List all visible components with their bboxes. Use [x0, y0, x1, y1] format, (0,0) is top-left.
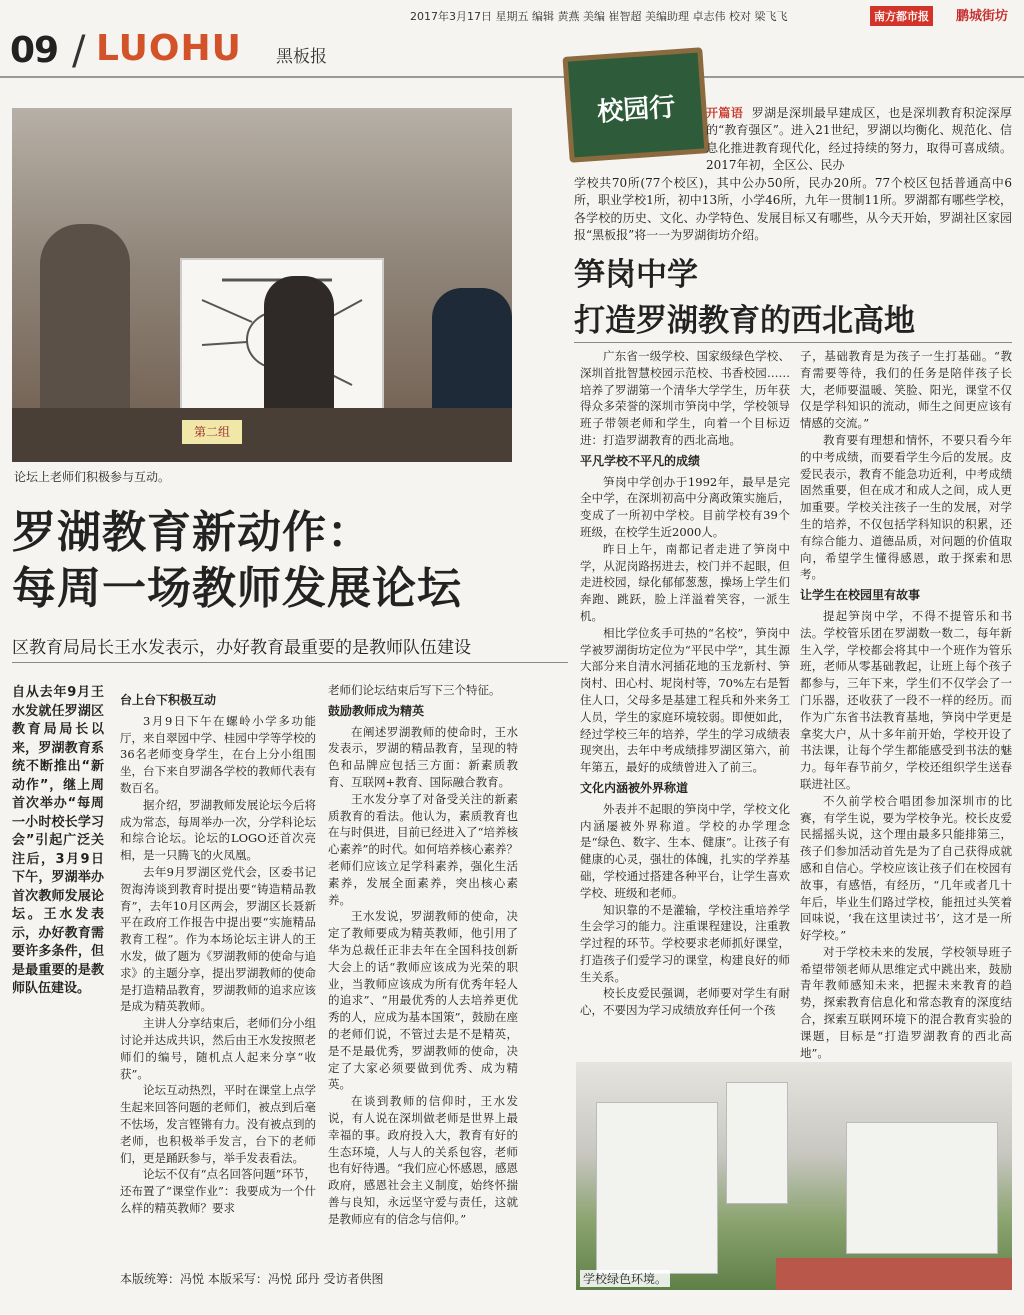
page-number: 09: [10, 30, 59, 71]
paragraph: 子，基础教育是为孩子一生打基础。“教育需要等待，我们的任务是陪伴孩子长大，老师要温暖、笑脸、阳光，课堂不仅仅是学科知识的流动，师生之间更应该有情感的交流。”: [800, 349, 1012, 431]
credits-line: 本版统筹：冯悦 本版采写：冯悦 邱丹 受访者供图: [120, 1272, 384, 1286]
school-headline-line-2: 打造罗湖教育的西北高地: [574, 303, 915, 339]
paragraph: 论坛互动热烈，平时在课堂上点学生起来回答问题的老师们，被点到后毫不怯场，发言铿锵有力。没有被点到的老师，也积极举手发言，台下的老师们，更是踊跃参与，举手发表看法。: [120, 1083, 316, 1165]
article-column-2: [328, 682, 518, 1228]
paragraph: 去年9月罗湖区党代会，区委书记贺海涛谈到教育时提出要“铸造精品教育”，去年10月区两会，罗湖区长聂新平在政府工作报告中提出要“实施精品教育工程”。作为本场论坛主讲人的王水发，做了题为《罗湖教师的使命与追求》的主题分享，提出罗湖教师的使命是打造精品教育，罗湖教师的追求应该是成为精英教师。: [120, 864, 316, 1014]
article-column-3: [580, 348, 790, 1019]
intro-label: 开篇语: [706, 106, 744, 120]
forum-photo: [12, 108, 512, 462]
lead-paragraph: 自从去年9月王水发就任罗湖区教育局局长以来，罗湖教育系统不断推出“新动作”，继上周首次举办“每周一小时校长学习会”引起广泛关注后，3月9日下午，罗湖举办首次教师发展论坛。王水发表示，办好教育需要许多条件，但是最重要的是教师队伍建设。: [12, 685, 104, 996]
paragraph: 主讲人分享结束后，老师们分小组讨论并达成共识，然后由王水发按照老师们的编号，随机点人起来分享“收获”。: [120, 1016, 316, 1081]
district-title: LUOHU: [96, 28, 242, 69]
section-name: 黑板报: [276, 47, 327, 67]
headline-line-1: 罗湖教育新动作：: [12, 507, 372, 558]
forum-table: [12, 408, 512, 462]
campus-building: [596, 1102, 718, 1274]
paragraph: 老师们论坛结束后写下三个特征。: [328, 683, 501, 697]
chalkboard-title: 校园行: [596, 92, 677, 128]
campus-photo: [576, 1062, 1012, 1290]
running-track: [776, 1258, 1012, 1290]
masthead-rule: [0, 76, 1024, 78]
section-heading: 让学生在校园里有故事: [800, 588, 921, 603]
paragraph: 论坛不仅有“点名回答问题”环节，还布置了“课堂作业”：我要成为一个什么样的精英教师？要求: [120, 1167, 316, 1215]
article-column-4: [800, 348, 1012, 1061]
paragraph: 在阐述罗湖教师的使命时，王水发表示，罗湖的精品教育，呈现的特色和品牌应包括三方面：新素质教育、互联网+教育、国际融合教育。: [328, 724, 518, 789]
school-headline-rule: [574, 342, 1012, 343]
paragraph: 据介绍，罗湖教师发展论坛今后将成为常态，每周举办一次，分学科论坛和综合论坛。论坛的LOGO还首次亮相，是一只腾飞的火凤凰。: [120, 797, 316, 863]
paragraph: 教育要有理想和情怀，不要只看今年的中考成绩，而要看学生今后的发展。皮爱民表示，教育不能急功近利，中考成绩固然重要，但在成才和成人之间，成人更加重要。学校关注孩子一生的发展，对学生的培养，不仅包括学科知识的积累，还有综合能力、道德品质，对问题的价值取向，希望学生懂得感恩，敢于探索和思考。: [800, 432, 1012, 582]
masthead-slash: /: [72, 28, 86, 74]
paragraph: 广东省一级学校、国家级绿色学校、深圳首批智慧校园示范校、书香校园……培养了罗湖第一个清华大学学生，历年获得众多荣誉的深圳市笋岗中学，学校领导班子带领老师和学生，向着一个目标迈进：打造罗湖教育的西北高地。: [580, 349, 790, 447]
paragraph: 外表并不起眼的笋岗中学，学校文化内涵屡被外界称道。学校的办学理念是“绿色、数字、生本、健康”。让孩子有健康的心灵，强壮的体魄，扎实的学养基础，学校通过搭建各种平台，让学生喜欢学校、班级和老师。: [580, 801, 790, 900]
intro-text: 罗湖是深圳最早建成区，也是深圳教育积淀深厚的“教育强区”。进入21世纪，罗湖以均衡化、规范化、信息化推进教育现代化，经过持续的努力，取得可喜成绩。2017年初，全区公、民办: [706, 106, 1012, 173]
paragraph: 昨日上午，南都记者走进了笋岗中学，从泥岗路拐进去，校门并不起眼，但走进校园，绿化郁郁葱葱，操场上学生们奔跑、跳跃，脸上洋溢着笑容，一派生机。: [580, 541, 790, 623]
school-headline-line-1: 笋岗中学: [574, 257, 698, 293]
photo-caption-forum: 论坛上老师们积极参与互动。: [14, 470, 171, 484]
article-column-1: [120, 688, 316, 1217]
subhead-rule: [12, 662, 568, 663]
photo-caption-campus: 学校绿色环境。: [580, 1270, 670, 1287]
paragraph: 不久前学校合唱团参加深圳市的比赛，有学生说，要为学校争光。校长皮爱民摇摇头说，这个理由最多只能排第三，孩子们参加活动首先是为了自己获得成就感和自信心。学校应该让孩子们在校园有故事，有感悟，有经历，“几年或者几十年后，毕业生们路过学校，能扭过头笑着回味说，‘我在这里读过书’，这才是一所好学校。”: [800, 793, 1012, 943]
school-headline: [574, 252, 1014, 344]
paragraph: 王水发说，罗湖教师的使命，决定了教师要成为精英教师，他引用了华为总裁任正非去年在全国科技创新大会上的话“教师应该成为光荣的职业，当教师应该成为所有优秀年轻人的追求”、“用最优秀的人去培养更优秀的人，应成为基本国策”，鼓励在座的老师们说，不管过去是不是精英，是不是最优秀，罗湖教师的使命，决定了大家必须要做到优秀、成为精英。: [328, 909, 518, 1092]
paragraph: 对于学校未来的发展，学校领导班子希望带领老师从思维定式中跳出来，鼓励青年教师感知未来，把握未来教育的趋势，探索教育信息化和常态教育的深度结合，探索互联网环境下的混合教育实验的课题，目标是“打造罗湖教育的西北高地”。: [800, 944, 1012, 1060]
paragraph: 3月9日下午在螺岭小学多功能厅，来自翠园中学、桂园中学等学校的36名老师变身学生，在台上分小组围坐，台下来自罗湖各学校的教师代表有数百名。: [120, 713, 316, 795]
paragraph: 知识靠的不是灌输，学校注重培养学生会学习的能力。注重课程建设，注重教学过程的环节。学校要求老师抓好课堂，打造孩子们爱学习的课堂，构建良好的师生关系。: [580, 902, 790, 984]
section-heading: 文化内涵被外界称道: [580, 780, 689, 795]
main-headline: [12, 505, 572, 617]
section-heading: 平凡学校不平凡的成绩: [580, 453, 701, 468]
campus-building: [846, 1122, 998, 1254]
paragraph: 提起笋岗中学，不得不提管乐和书法。学校管乐团在罗湖数一数二，每年新生入学，学校都会将其中一个班作为管乐班，老师从零基础教起，让班上每个孩子都参与，三年下来，学生们不仅学会了一门乐器，还收获了一段不一样的经历。而作为广东省书法教育基地，笋岗中学更是拿奖大户，从十多年前开始，学校开设了书法课，让每个学生都能感受到书法的魅力。每年春节前夕，学校还组织学生送春联进社区。: [800, 608, 1012, 791]
supplement-logo: 鹏城街坊: [956, 9, 1009, 24]
paragraph: 笋岗中学创办于1992年，最早是完全中学，在深圳初高中分离政策实施后，变成了一所初中学校。目前学校有39个班级，在校学生近2000人。: [580, 474, 790, 539]
subheadline: 区教育局局长王水发表示，办好教育最重要的是教师队伍建设: [12, 638, 471, 658]
dateline: 2017年3月17日 星期五 编辑 黄燕 美编 崔智超 美编助理 卓志伟 校对 梁飞飞: [410, 10, 788, 23]
intro-text-continued: 学校共70所(77个校区)，其中公办50所，民办20所。77个校区包括普通高中6所，职业学校1所，初中13所，小学46所，九年一贯制11所。罗湖都有哪些学校，各学校的历史、文化、办学特色、发展目标又有哪些，从今天开始，罗湖社区家园报“黑板报”将一一为罗湖街坊介绍。: [574, 176, 1012, 243]
intro-block: [706, 105, 1012, 175]
paper-logo: 南方都市报: [870, 6, 933, 26]
section-heading: 鼓励教师成为精英: [328, 703, 425, 718]
campus-building: [726, 1082, 788, 1204]
paragraph: 王水发分享了对备受关注的新素质教育的看法。他认为，素质教育也在与时俱进，目前已经进入了“培养核心素养”的时代。如何培养核心素养？老师们应该立足学科素养，强化生活素养，发展全面素养，突出核心素养。: [328, 791, 518, 907]
section-heading: 台上台下积极互动: [120, 693, 217, 707]
group-sign: 第二组: [182, 420, 242, 444]
headline-line-2: 每周一场教师发展论坛: [12, 563, 462, 614]
chalkboard-badge: [562, 47, 709, 163]
paragraph: 相比学位炙手可热的“名校”，笋岗中学被罗湖街坊定位为“平民中学”，其生源大部分来自清水河插花地的玉龙新村、笋岗村、田心村、坭岗村等，70%左右是暂住人口，父母多是基建工程兵和外来务工人员，学生的家庭环境较弱。即便如此，经过学校三年的培养，学生的学习成绩表现突出，去年中考成绩排罗湖区第六，前年第五，最好的成绩曾进入了前三。: [580, 625, 790, 775]
paragraph: 在谈到教师的信仰时，王水发说，有人说在深圳做老师是世界上最幸福的事。政府投入大，教育有好的生态环境，人与人的关系包容，老师也有好待遇。“我们应心怀感恩，感恩政府，感恩社会主义制度，始终怀揣善与良知，永远坚守爱与责任，这就是教师应有的信念与信仰。”: [328, 1094, 518, 1226]
paragraph: 校长皮爱民强调，老师要对学生有耐心，不要因为学习成绩放弃任何一个孩: [580, 986, 790, 1018]
